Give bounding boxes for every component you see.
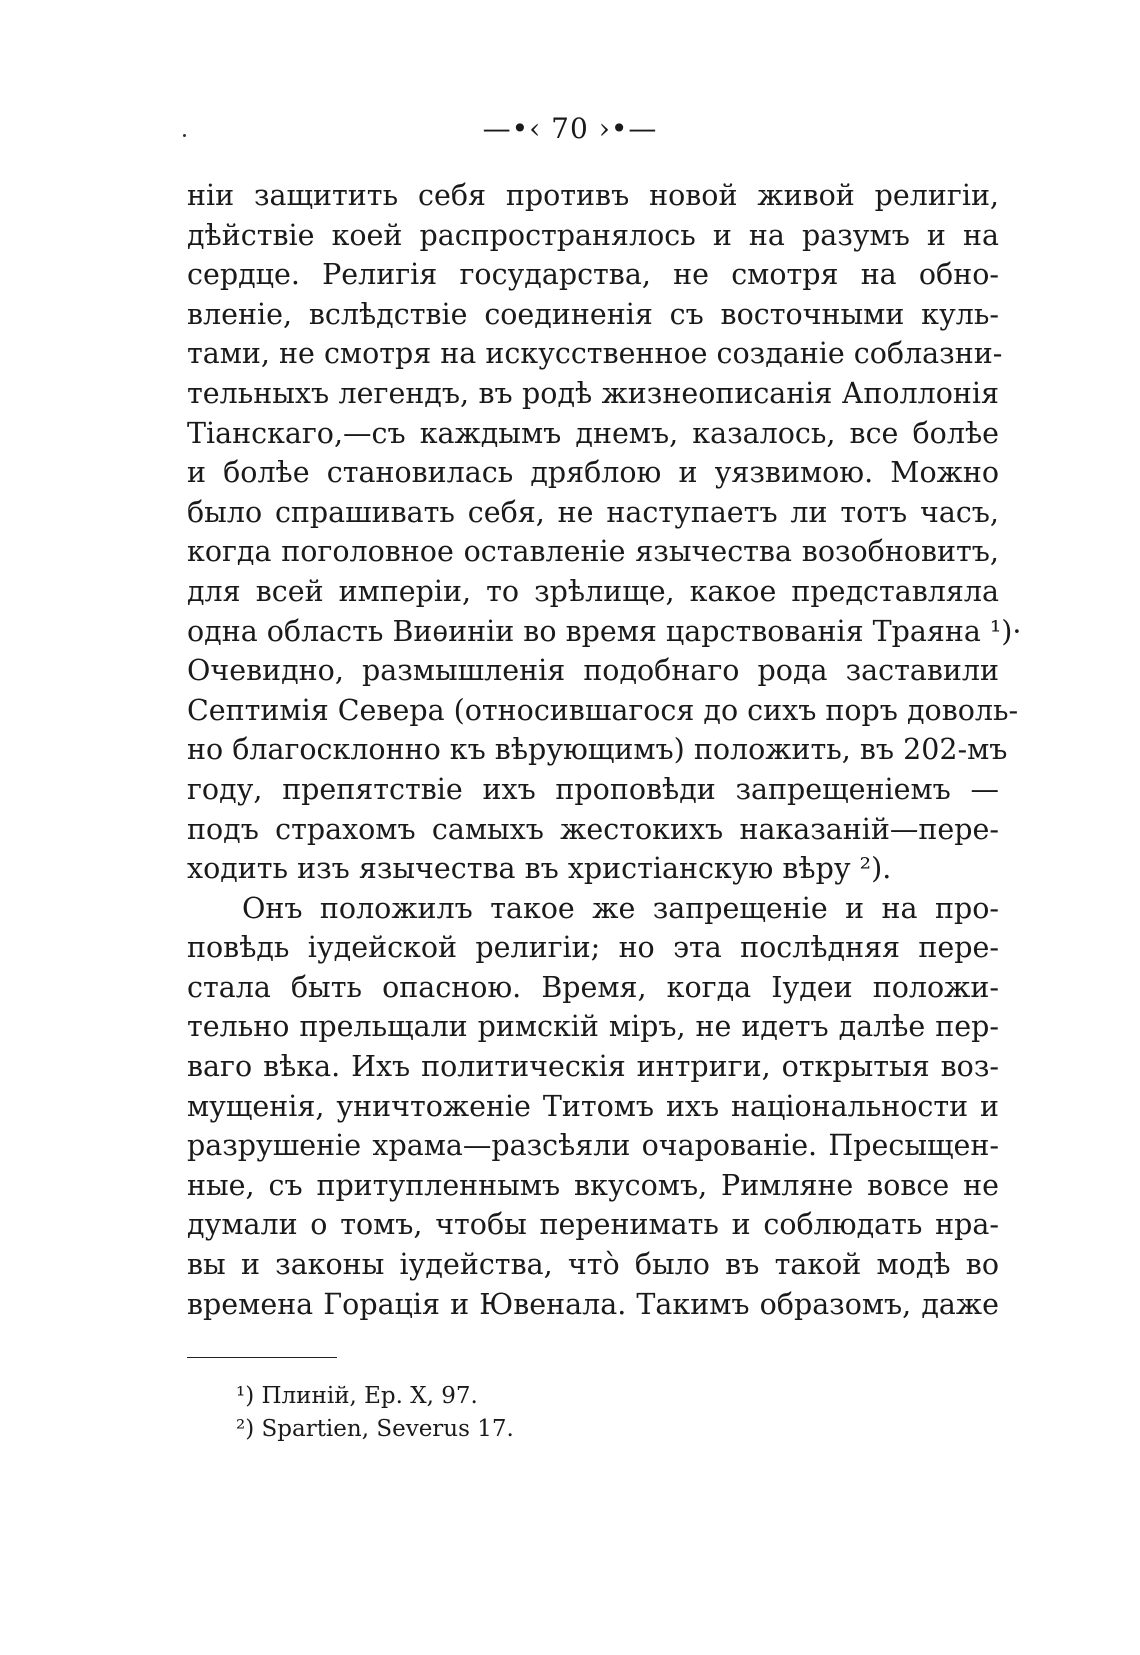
page-number: —•‹ 70 ›•— bbox=[482, 112, 658, 145]
text-line: году, препятствiе ихъ проповѣди запрещенiемъ — bbox=[187, 772, 999, 806]
text-line: и болѣе становилась дряблою и уязвимою. Можно bbox=[187, 456, 999, 490]
text-line: думали о томъ, чтобы перенимать и соблюдать нра- bbox=[187, 1208, 999, 1242]
text-line: ходить изъ язычества въ христiанскую вѣру ²). bbox=[187, 852, 892, 886]
text-line: мущенiя, уничтоженiе Титомъ ихъ нацiональности и bbox=[187, 1089, 999, 1123]
text-line: ваго вѣка. Ихъ политическiя интриги, открытыя воз- bbox=[187, 1050, 999, 1084]
footnote-1: ¹) Плинiй, Ep. X, 97. bbox=[236, 1383, 478, 1409]
text-line: для всей имперiи, то зрѣлище, какое представляла bbox=[187, 574, 999, 608]
footnote-2: ²) Spartien, Severus 17. bbox=[236, 1416, 514, 1442]
text-line: было спрашивать себя, не наступаетъ ли тотъ часъ, bbox=[187, 495, 999, 529]
text-line: разрушенiе храма—разсѣяли очарованiе. Пресыщен- bbox=[187, 1129, 999, 1163]
text-line: Септимiя Севера (относившагося до сихъ поръ доволь- bbox=[187, 693, 1019, 727]
paragraph-2 bbox=[187, 889, 999, 1325]
text-line: ные, съ притупленнымъ вкусомъ, Римляне вовсе не bbox=[187, 1168, 999, 1202]
text-line: тельныхъ легендъ, въ родѣ жизнеописанiя Аполлонiя bbox=[187, 376, 999, 410]
text-line: тельно прельщали римскiй мiръ, не идетъ далѣе пер- bbox=[187, 1010, 999, 1044]
text-line: вленiе, вслѣдствiе соединенiя съ восточными куль- bbox=[187, 297, 999, 331]
text-line: но благосклонно къ вѣрующимъ) положить, въ 202-мъ bbox=[187, 733, 1008, 767]
text-line: сердце. Религiя государства, не смотря на обно- bbox=[187, 258, 999, 292]
text-line: Очевидно, размышленiя подобнаго рода заставили bbox=[187, 654, 999, 688]
text-line: подъ страхомъ самыхъ жестокихъ наказанiй—пере- bbox=[187, 812, 999, 846]
text-line: нiи защитить себя противъ новой живой религiи, bbox=[187, 179, 999, 212]
footnote-divider bbox=[187, 1357, 337, 1358]
text-line: повѣдь iудейской религiи; но эта послѣдняя пере- bbox=[187, 931, 999, 965]
text-line: Тiанскаго,—съ каждымъ днемъ, казалось, все болѣе bbox=[187, 416, 999, 450]
text-line: тами, не смотря на искусственное созданiе соблазни- bbox=[187, 337, 1003, 371]
body-text bbox=[187, 176, 1022, 1324]
text-line: одна область Виѳинiи во время царствованiя Траяна ¹)· bbox=[187, 614, 1022, 648]
paragraph-1 bbox=[187, 176, 1022, 889]
footnotes bbox=[236, 1380, 514, 1446]
text-line: дѣйствiе коей распространялось и на разумъ и на bbox=[187, 218, 999, 252]
text-line: времена Горацiя и Ювенала. Такимъ образомъ, даже bbox=[187, 1287, 999, 1321]
text-line: Онъ положилъ такое же запрещенiе и на про- bbox=[242, 891, 999, 925]
text-line: когда поголовное оставленiе язычества возобновитъ, bbox=[187, 535, 999, 569]
text-line: вы и законы iудейства, чтò было въ такой модѣ во bbox=[187, 1248, 999, 1282]
text-line: стала быть опасною. Время, когда Iудеи положи- bbox=[187, 970, 999, 1004]
